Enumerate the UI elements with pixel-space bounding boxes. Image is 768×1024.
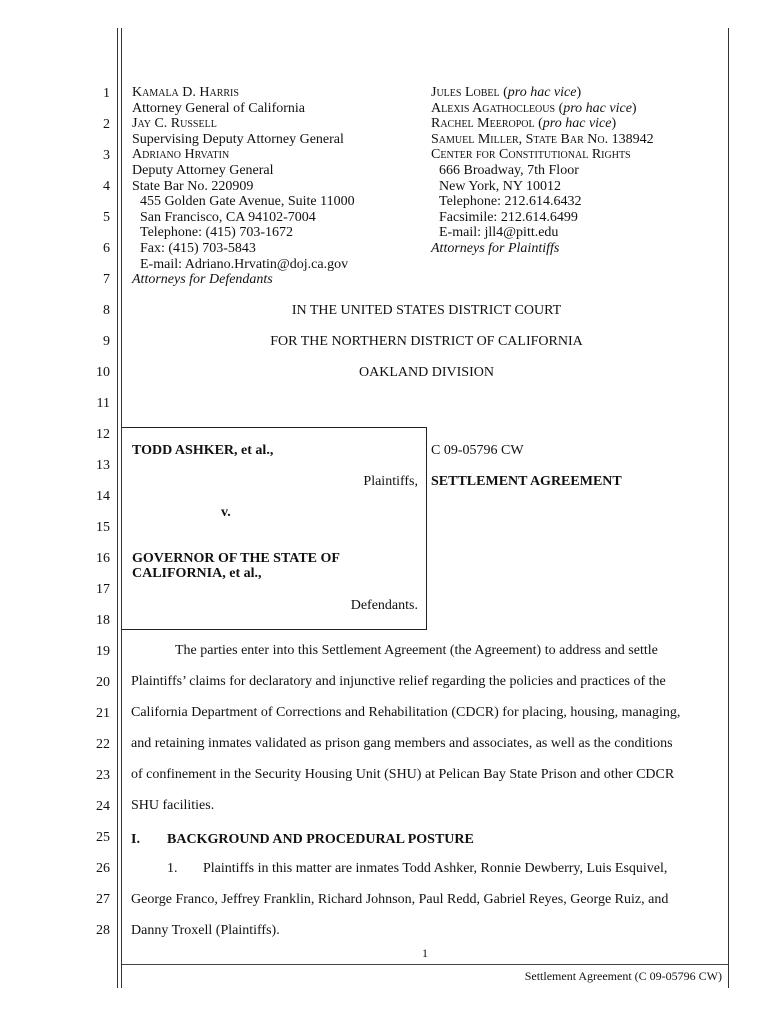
section-number: I. xyxy=(131,832,140,847)
line-number: 16 xyxy=(96,551,110,566)
counsel-email: E-mail: Adriano.Hrvatin@doj.ca.gov xyxy=(140,256,349,272)
counsel-address: 455 Golden Gate Avenue, Suite 11000 xyxy=(140,194,355,210)
counsel-city: New York, NY 10012 xyxy=(439,178,561,194)
defendant-name-line1: GOVERNOR OF THE STATE OF xyxy=(132,551,340,566)
counsel-line: Jules Lobel (pro hac vice) xyxy=(431,85,582,100)
body-line: Danny Troxell (Plaintiffs). xyxy=(131,923,280,938)
versus-label: v. xyxy=(221,505,231,520)
counsel-line: Alexis Agathocleous (pro hac vice) xyxy=(431,100,637,116)
left-margin-rule-outer xyxy=(117,28,118,988)
counsel-note: pro hac vice xyxy=(563,100,632,116)
defendant-name-line2: CALIFORNIA, et al., xyxy=(132,566,262,581)
court-district: FOR THE NORTHERN DISTRICT OF CALIFORNIA xyxy=(270,334,583,349)
footer-rule xyxy=(122,964,728,965)
body-line: Plaintiffs’ claims for declaratory and injunctive relief regarding the policies and practices of the xyxy=(131,674,666,689)
paragraph-number: 1. xyxy=(167,861,178,876)
line-number: 20 xyxy=(96,675,110,690)
line-number: 26 xyxy=(96,861,110,876)
line-number: 22 xyxy=(96,737,110,752)
section-heading: BACKGROUND AND PROCEDURAL POSTURE xyxy=(167,832,474,847)
page-number: 1 xyxy=(422,946,428,960)
counsel-role: Attorneys for Defendants xyxy=(132,272,273,288)
line-number: 21 xyxy=(96,706,110,721)
line-number: 9 xyxy=(103,334,110,349)
line-number: 15 xyxy=(96,520,110,535)
line-number: 17 xyxy=(96,582,110,597)
case-number: C 09-05796 CW xyxy=(431,443,524,458)
right-margin-rule xyxy=(728,28,729,988)
line-number: 8 xyxy=(103,303,110,318)
counsel-title: Attorney General of California xyxy=(132,100,305,116)
line-number: 7 xyxy=(103,272,110,287)
court-division: OAKLAND DIVISION xyxy=(359,365,494,380)
body-line: The parties enter into this Settlement Agreement (the Agreement) to address and settle xyxy=(175,643,658,658)
court-name: IN THE UNITED STATES DISTRICT COURT xyxy=(291,303,562,318)
line-number: 2 xyxy=(103,117,110,132)
footer-running-title: Settlement Agreement (C 09-05796 CW) xyxy=(524,969,722,983)
body-line: of confinement in the Security Housing Unit (SHU) at Pelican Bay State Prison and other CDCR xyxy=(131,767,675,782)
plaintiff-role: Plaintiffs, xyxy=(363,474,418,489)
line-number: 14 xyxy=(96,489,110,504)
line-number: 13 xyxy=(96,458,110,473)
counsel-name: Alexis Agathocleous xyxy=(431,100,556,116)
counsel-title: Supervising Deputy Attorney General xyxy=(132,131,344,147)
line-number: 10 xyxy=(96,365,110,380)
counsel-note: pro hac vice xyxy=(507,85,577,100)
counsel-line: Samuel Miller, State Bar No. 138942 xyxy=(431,131,654,147)
plaintiff-name: TODD ASHKER, et al., xyxy=(132,443,274,458)
counsel-name: Jay C. Russell xyxy=(132,116,217,132)
counsel-fax: Facsimile: 212.614.6499 xyxy=(439,209,578,225)
body-line: California Department of Corrections and Rehabilitation (CDCR) for placing, housing, managing, xyxy=(131,705,681,720)
plaintiffs-counsel-block xyxy=(431,85,654,257)
body-line: George Franco, Jeffrey Franklin, Richard Johnson, Paul Redd, Gabriel Reyes, George Ruiz, and xyxy=(131,892,669,907)
line-number: 19 xyxy=(96,644,110,659)
line-number: 3 xyxy=(103,148,110,163)
counsel-bar-number: State Bar No. 220909 xyxy=(132,178,254,194)
counsel-title: Deputy Attorney General xyxy=(132,162,274,178)
line-number: 4 xyxy=(103,179,110,194)
counsel-phone: Telephone: (415) 703-1672 xyxy=(140,225,293,241)
body-line: SHU facilities. xyxy=(131,798,215,813)
line-number: 6 xyxy=(103,241,110,256)
counsel-line: Rachel Meeropol (pro hac vice) xyxy=(431,116,617,132)
counsel-phone: Telephone: 212.614.6432 xyxy=(439,194,582,210)
line-number: 11 xyxy=(96,396,110,411)
defendants-counsel-block xyxy=(132,85,355,288)
counsel-name: Adriano Hrvatin xyxy=(132,147,230,163)
counsel-name: Jules Lobel xyxy=(431,85,500,100)
counsel-name: Kamala D. Harris xyxy=(132,85,239,100)
body-line: Plaintiffs in this matter are inmates Todd Ashker, Ronnie Dewberry, Luis Esquivel, xyxy=(203,861,668,876)
line-number: 25 xyxy=(96,830,110,845)
line-number: 5 xyxy=(103,210,110,225)
counsel-name: Rachel Meeropol xyxy=(431,116,535,132)
line-number: 28 xyxy=(96,923,110,938)
counsel-email: E-mail: jll4@pitt.edu xyxy=(439,225,559,241)
line-number: 27 xyxy=(96,892,110,907)
counsel-role: Attorneys for Plaintiffs xyxy=(431,240,560,256)
counsel-note: pro hac vice xyxy=(542,116,612,132)
organization-name: Center for Constitutional Rights xyxy=(431,147,631,163)
line-number: 1 xyxy=(103,86,110,101)
document-title: SETTLEMENT AGREEMENT xyxy=(431,474,622,489)
counsel-fax: Fax: (415) 703-5843 xyxy=(140,240,256,256)
body-line: and retaining inmates validated as prison gang members and associates, as well as the conditions xyxy=(131,736,673,751)
line-number: 24 xyxy=(96,799,110,814)
counsel-address: 666 Broadway, 7th Floor xyxy=(439,162,579,178)
counsel-city: San Francisco, CA 94102-7004 xyxy=(140,209,316,225)
line-number: 18 xyxy=(96,613,110,628)
defendant-role: Defendants. xyxy=(350,598,418,613)
line-number: 12 xyxy=(96,427,110,442)
line-number: 23 xyxy=(96,768,110,783)
